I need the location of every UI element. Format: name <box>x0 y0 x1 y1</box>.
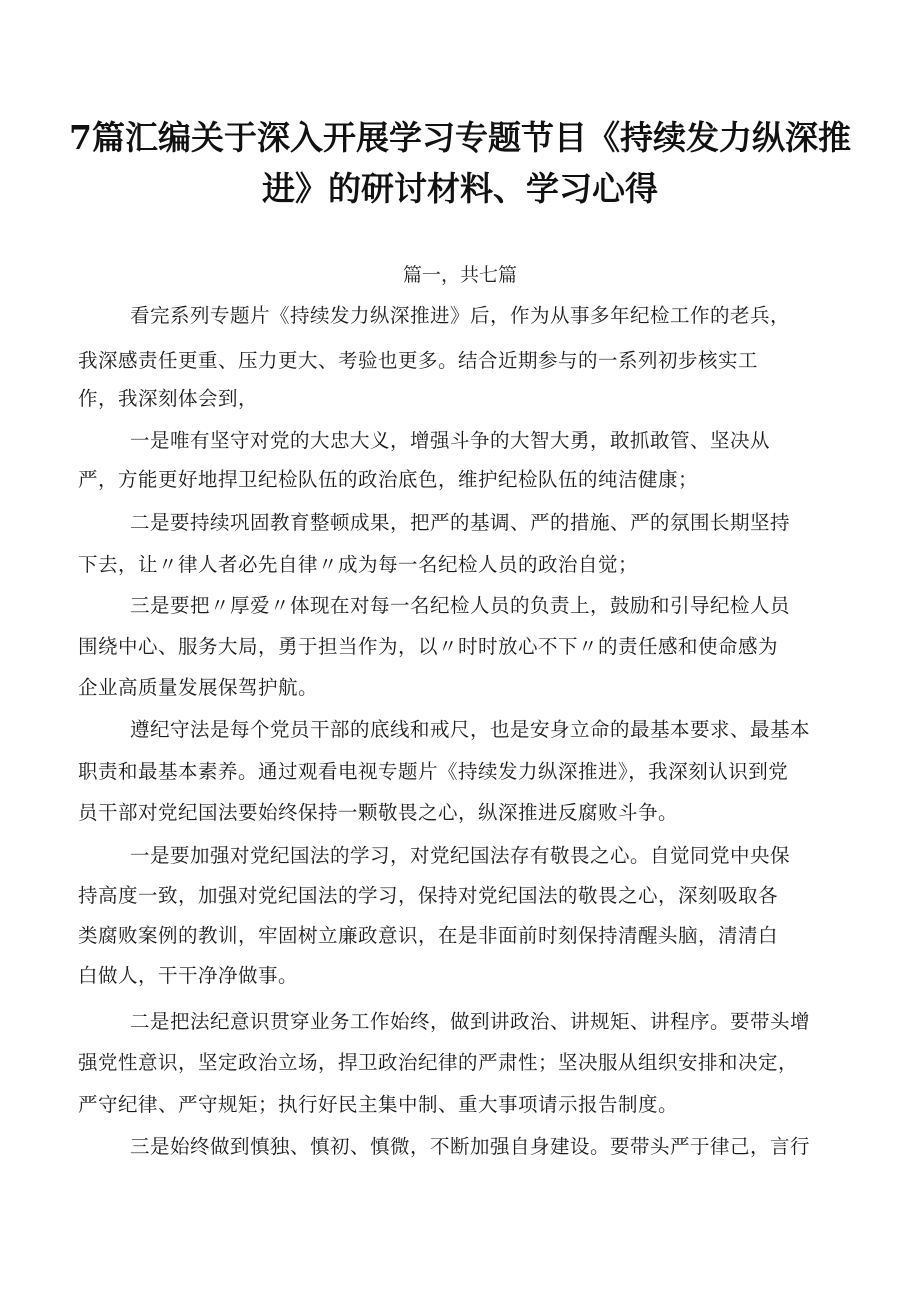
body-line: 作，我深刻体会到， <box>78 387 259 410</box>
body-line: 类腐败案例的教训，牢固树立廉政意识，在是非面前时刻保持清醒头脑，清清白 <box>78 924 779 947</box>
body-line: 我深感责任更重、压力更大、考验也更多。结合近期参与的一系列初步核实工 <box>78 349 759 372</box>
body-line: 三是要把〃厚爱〃体现在对每一名纪检人员的负责上，鼓励和引导纪检人员 <box>130 594 791 617</box>
body-line: 一是唯有坚守对党的大忠大义，增强斗争的大智大勇，敢抓敢管、坚决从 <box>130 429 771 452</box>
body-line: 严守纪律、严守规矩；执行好民主集中制、重大事项请示报告制度。 <box>78 1093 679 1116</box>
body-line: 遵纪守法是每个党员干部的底线和戒尺，也是安身立命的最基本要求、最基本 <box>130 718 811 741</box>
body-line: 强党性意识，坚定政治立场，捍卫政治纪律的严肃性；坚决服从组织安排和决定， <box>78 1051 799 1074</box>
body-line: 白做人，干干净净做事。 <box>78 964 299 987</box>
body-line: 一是要加强对党纪国法的学习，对党纪国法存有敬畏之心。自觉同党中央保 <box>130 844 791 867</box>
body-line: 员干部对党纪国法要始终保持一颗敬畏之心，纵深推进反腐败斗争。 <box>78 801 679 824</box>
body-line: 企业高质量发展保驾护航。 <box>78 676 319 699</box>
body-line: 严，方能更好地捍卫纪检队伍的政治底色，维护纪检队伍的纯洁健康； <box>78 468 699 491</box>
document-title-line-1: 7篇汇编关于深入开展学习专题节目《持续发力纵深推 <box>69 118 851 157</box>
body-line: 三是始终做到慎独、慎初、慎微，不断加强自身建设。要带头严于律己，言行 <box>130 1135 811 1158</box>
document-title-line-2: 进》的研讨材料、学习心得 <box>262 169 658 208</box>
body-line: 下去，让〃律人者必先自律〃成为每一名纪检人员的政治自觉； <box>78 553 639 576</box>
section-heading: 篇一，共七篇 <box>402 264 517 286</box>
body-line: 二是要持续巩固教育整顿成果，把严的基调、严的措施、严的氛围长期坚持 <box>130 511 791 534</box>
body-line: 职责和最基本素养。通过观看电视专题片《持续发力纵深推进》，我深刻认识到党 <box>78 760 789 783</box>
body-line: 看完系列专题片《持续发力纵深推进》后，作为从事多年纪检工作的老兵， <box>130 304 791 327</box>
body-line: 持高度一致，加强对党纪国法的学习，保持对党纪国法的敬畏之心，深刻吸取各 <box>78 884 779 907</box>
body-line: 二是把法纪意识贯穿业务工作始终，做到讲政治、讲规矩、讲程序。要带头增 <box>130 1010 811 1033</box>
body-line: 围绕中心、服务大局，勇于担当作为，以〃时时放心不下〃的责任感和使命感为 <box>78 635 779 658</box>
